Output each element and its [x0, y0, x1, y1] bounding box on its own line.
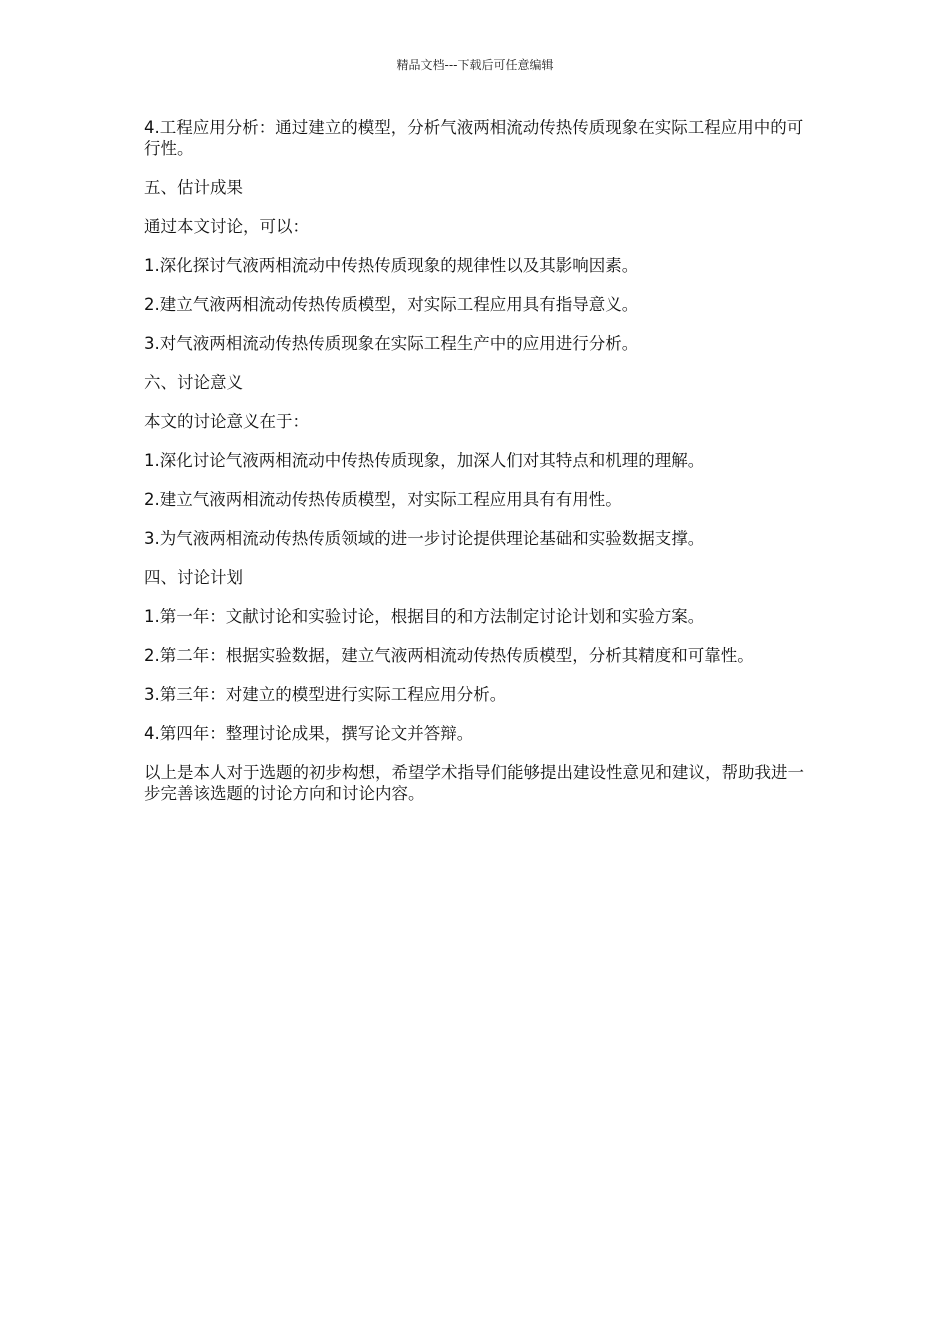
heading-significance: 六、讨论意义 — [144, 373, 243, 392]
paragraph-plan-year-2: 2.第二年：根据实验数据，建立气液两相流动传热传质模型，分析其精度和可靠性。 — [144, 646, 754, 665]
paragraph-plan-year-3: 3.第三年：对建立的模型进行实际工程应用分析。 — [144, 685, 507, 704]
paragraph-result-1: 1.深化探讨气液两相流动中传热传质现象的规律性以及其影响因素。 — [144, 256, 639, 275]
paragraph-plan-year-4: 4.第四年：整理讨论成果，撰写论文并答辩。 — [144, 724, 474, 743]
paragraph-result-2: 2.建立气液两相流动传热传质模型，对实际工程应用具有指导意义。 — [144, 295, 639, 314]
paragraph-plan-year-1: 1.第一年：文献讨论和实验讨论，根据目的和方法制定讨论计划和实验方案。 — [144, 607, 705, 626]
page-header: 精品文档---下载后可任意编辑 — [396, 58, 554, 72]
paragraph-result-3: 3.对气液两相流动传热传质现象在实际工程生产中的应用进行分析。 — [144, 334, 639, 353]
paragraph-engineering-analysis: 4.工程应用分析：通过建立的模型，分析气液两相流动传热传质现象在实际工程应用中的可行性。 — [144, 118, 804, 158]
heading-plan: 四、讨论计划 — [144, 568, 243, 587]
paragraph-significance-2: 2.建立气液两相流动传热传质模型，对实际工程应用具有有用性。 — [144, 490, 622, 509]
paragraph-results-intro: 通过本文讨论，可以： — [144, 217, 309, 236]
document-body — [144, 117, 804, 822]
heading-expected-results: 五、估计成果 — [144, 178, 243, 197]
paragraph-significance-1: 1.深化讨论气液两相流动中传热传质现象，加深人们对其特点和机理的理解。 — [144, 451, 705, 470]
paragraph-significance-intro: 本文的讨论意义在于： — [144, 412, 309, 431]
paragraph-closing: 以上是本人对于选题的初步构想，希望学术指导们能够提出建设性意见和建议，帮助我进一步完善该选题的讨论方向和讨论内容。 — [144, 763, 804, 803]
paragraph-significance-3: 3.为气液两相流动传热传质领域的进一步讨论提供理论基础和实验数据支撑。 — [144, 529, 705, 548]
